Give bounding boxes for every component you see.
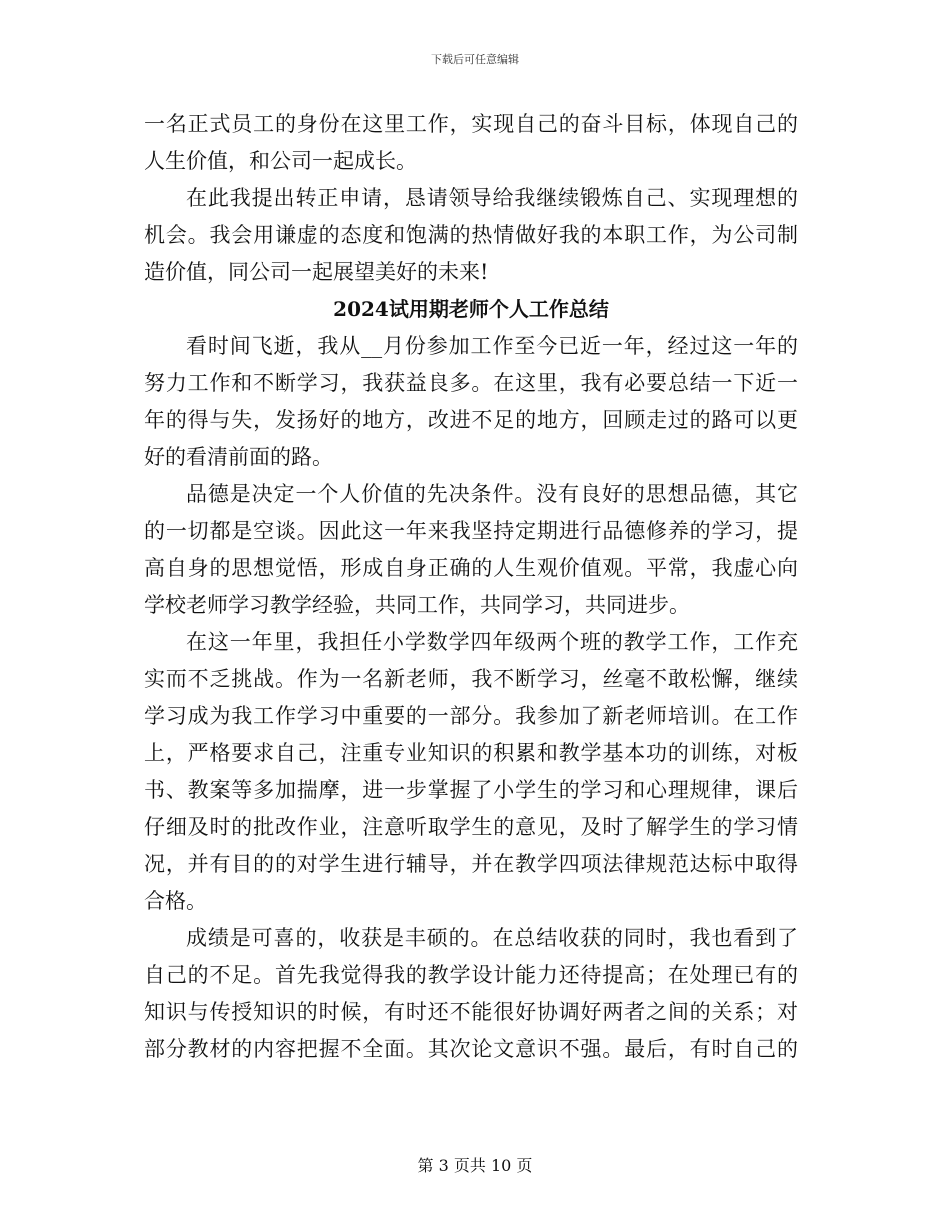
text-line: 造价值，同公司一起展望美好的未来! <box>144 260 489 284</box>
text-line: 况，并有目的的对学生进行辅导，并在教学四项法律规范达标中取得 <box>144 852 798 876</box>
text-line: 的一切都是空谈。因此这一年来我坚持定期进行品德修养的学习，提 <box>144 519 798 543</box>
text-line: 在此我提出转正申请，恳请领导给我继续锻炼自己、实现理想的 <box>186 186 798 210</box>
text-line: 实而不乏挑战。作为一名新老师，我不断学习，丝毫不敢松懈，继续 <box>144 667 798 691</box>
text-line: 部分教材的内容把握不全面。其次论文意识不强。最后，有时自己的 <box>144 1037 798 1061</box>
text-line: 在这一年里，我担任小学数学四年级两个班的教学工作，工作充 <box>186 630 798 654</box>
text-line: 学校老师学习教学经验，共同工作，共同学习，共同进步。 <box>144 593 690 617</box>
text-line: 一名正式员工的身份在这里工作，实现自己的奋斗目标，体现自己的 <box>144 112 798 136</box>
text-line: 努力工作和不断学习，我获益良多。在这里，我有必要总结一下近一 <box>144 371 798 395</box>
paragraph <box>144 920 798 1068</box>
text-line: 人生价值，和公司一起成长。 <box>144 149 417 173</box>
text-line: 书、教案等多加揣摩，进一步掌握了小学生的学习和心理规律，课后 <box>144 778 798 802</box>
document-body <box>144 106 798 1068</box>
text-line: 合格。 <box>144 889 207 913</box>
text-line: 机会。我会用谦虚的态度和饱满的热情做好我的本职工作，为公司制 <box>144 223 798 247</box>
paragraph <box>144 476 798 624</box>
paragraph <box>144 106 798 180</box>
text-line: 年的得与失，发扬好的地方，改进不足的地方，回顾走过的路可以更 <box>144 408 798 432</box>
page-footer: 第 3 页共 10 页 <box>417 1156 533 1175</box>
text-line: 品德是决定一个人价值的先决条件。没有良好的思想品德，其它 <box>186 482 798 506</box>
section-title: 2024试用期老师个人工作总结 <box>333 297 609 321</box>
paragraph <box>144 180 798 291</box>
text-line: 仔细及时的批改作业，注意听取学生的意见，及时了解学生的学习情 <box>144 815 798 839</box>
text-line: 知识与传授知识的时候，有时还不能很好协调好两者之间的关系；对 <box>144 1000 798 1024</box>
text-line: 上，严格要求自己，注重专业知识的积累和教学基本功的训练，对板 <box>144 741 798 765</box>
text-line: 学习成为我工作学习中重要的一部分。我参加了新老师培训。在工作 <box>144 704 798 728</box>
page-header: 下载后可任意编辑 <box>431 53 519 66</box>
paragraph <box>144 328 798 476</box>
text-line: 自己的不足。首先我觉得我的教学设计能力还待提高；在处理已有的 <box>144 963 798 987</box>
paragraph <box>144 624 798 920</box>
text-line: 看时间飞逝，我从__月份参加工作至今已近一年，经过这一年的 <box>186 334 798 358</box>
text-line: 好的看清前面的路。 <box>144 445 333 469</box>
text-line: 高自身的思想觉悟，形成自身正确的人生观价值观。平常，我虚心向 <box>144 556 798 580</box>
text-line: 成绩是可喜的，收获是丰硕的。在总结收获的同时，我也看到了 <box>186 926 798 950</box>
